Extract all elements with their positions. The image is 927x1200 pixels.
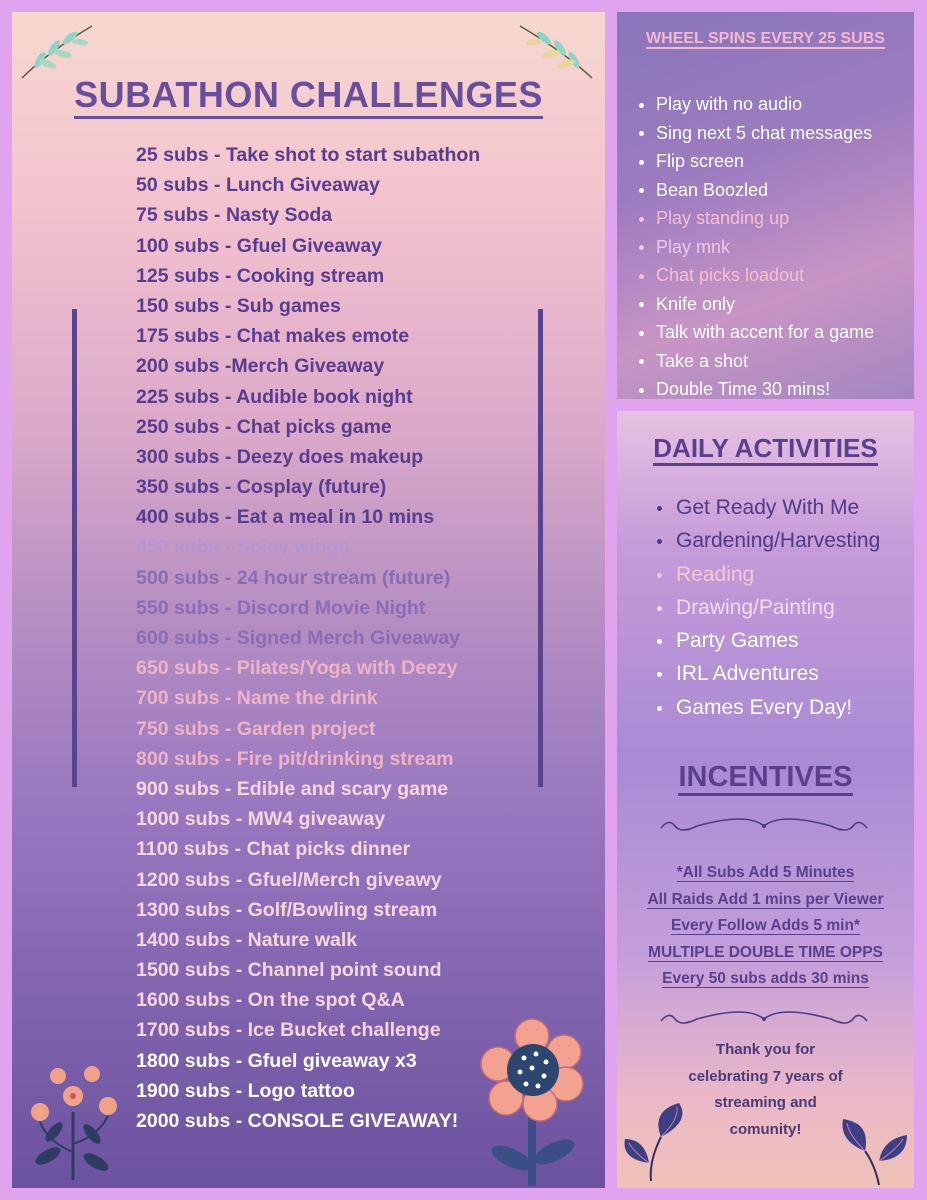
challenge-item: 800 subs - Fire pit/drinking stream	[136, 747, 454, 770]
challenge-item: 750 subs - Garden project	[136, 717, 376, 740]
incentive-line	[617, 913, 914, 940]
daily-item-label: Gardening/Harvesting	[676, 529, 881, 553]
subathon-challenges-panel	[12, 12, 605, 1188]
incentive-line	[617, 887, 914, 914]
wheel-item-label: Play standing up	[656, 208, 790, 228]
wheel-item-label: Play mnk	[656, 236, 731, 257]
daily-item	[657, 691, 880, 724]
bullet-icon	[657, 573, 662, 578]
wheel-item	[639, 261, 874, 290]
thanks-line: comunity!	[729, 1120, 802, 1138]
bullet-icon	[639, 188, 644, 193]
daily-item-label: Drawing/Painting	[676, 595, 835, 619]
challenge-item: 1500 subs - Channel point sound	[136, 959, 442, 982]
flower-bush-icon	[18, 1052, 128, 1182]
leaf-plant-icon	[621, 1101, 691, 1183]
challenge-item: 600 subs - Signed Merch Giveaway	[136, 627, 461, 649]
challenge-item: 250 subs - Chat picks game	[136, 415, 392, 438]
daily-item-label: Party Games	[676, 629, 799, 653]
incentive-text: All Raids Add 1 mins per Viewer	[647, 890, 884, 908]
challenge-item: 700 subs - Name the drink	[136, 687, 378, 710]
challenge-item: 125 subs - Cooking stream	[136, 264, 385, 287]
wheel-item-label: Take a shot	[656, 350, 749, 371]
bullet-icon	[639, 274, 644, 279]
challenge-item: 150 subs - Sub games	[136, 294, 341, 317]
daily-item	[657, 558, 880, 591]
flourish-divider-icon	[657, 1007, 872, 1029]
daily-item-label: Get Ready With Me	[676, 496, 860, 519]
challenge-item: 200 subs -Merch Giveaway	[136, 355, 385, 378]
daily-item-label: IRL Adventures	[676, 662, 819, 686]
wheel-item-label: Flip screen	[656, 151, 745, 171]
challenge-item: 500 subs - 24 hour stream (future)	[136, 566, 451, 589]
wheel-item-label: Talk with accent for a game	[656, 322, 875, 342]
thanks-line: streaming and	[714, 1094, 817, 1111]
left-divider	[72, 309, 77, 787]
bullet-icon	[657, 539, 662, 544]
daily-item	[657, 491, 880, 524]
bullet-icon	[639, 245, 644, 250]
wheel-item-label: Sing next 5 chat messages	[656, 122, 873, 143]
challenge-item: 75 subs - Nasty Soda	[136, 204, 333, 227]
incentive-text: Every Follow Adds 5 min*	[671, 917, 860, 934]
wheel-item	[639, 375, 874, 404]
daily-item	[657, 524, 880, 557]
challenge-item: 1200 subs - Gfuel/Merch giveawy	[136, 868, 442, 891]
challenge-list	[136, 140, 480, 1136]
wheel-item	[639, 90, 874, 119]
leaf-branch-icon	[18, 20, 98, 82]
bullet-icon	[639, 103, 644, 108]
bullet-icon	[639, 160, 644, 165]
challenge-item: 400 subs - Eat a meal in 10 mins	[136, 506, 435, 529]
incentives-title: INCENTIVES	[617, 761, 914, 794]
page-title: SUBATHON CHALLENGES	[12, 74, 605, 116]
wheel-item	[639, 290, 874, 319]
bullet-icon	[639, 331, 644, 336]
incentive-line	[617, 860, 914, 887]
challenge-item: 1700 subs - Ice Bucket challenge	[136, 1019, 441, 1042]
thanks-line: Thank you for	[715, 1041, 816, 1058]
challenge-item: 450 subs - Spicy wings	[136, 536, 350, 559]
bullet-icon	[657, 606, 662, 611]
challenge-item: 350 subs - Cosplay (future)	[136, 476, 387, 499]
incentive-text: Every 50 subs adds 30 mins	[662, 970, 869, 987]
incentive-line	[617, 966, 914, 993]
challenge-item: 1100 subs - Chat picks dinner	[136, 838, 411, 861]
wheel-item-label: Knife only	[656, 293, 736, 314]
incentive-line	[617, 940, 914, 967]
challenge-item: 550 subs - Discord Movie Night	[136, 596, 426, 619]
wheel-item-label: Play with no audio	[656, 94, 803, 114]
challenge-item: 50 subs - Lunch Giveaway	[136, 174, 380, 197]
wheel-item	[639, 176, 874, 205]
challenge-item: 900 subs - Edible and scary game	[136, 777, 449, 800]
daily-list	[657, 491, 880, 724]
leaf-plant-icon	[835, 1111, 911, 1186]
challenge-item: 100 subs - Gfuel Giveaway	[136, 234, 383, 257]
daily-item	[657, 591, 880, 624]
wheel-item	[639, 233, 874, 262]
wheel-item	[639, 147, 874, 176]
challenge-item: 650 subs - Pilates/Yoga with Deezy	[136, 657, 458, 680]
wheel-item	[639, 318, 874, 347]
bullet-icon	[657, 706, 662, 711]
flower-icon	[480, 1018, 590, 1188]
wheel-item	[639, 119, 874, 148]
daily-item-label: Games Every Day!	[676, 695, 853, 719]
leaf-branch-icon	[512, 20, 596, 82]
daily-item	[657, 624, 880, 657]
incentives-list	[617, 860, 914, 993]
flourish-divider-icon	[657, 814, 872, 836]
wheel-list	[639, 90, 874, 404]
daily-title: DAILY ACTIVITIES	[617, 433, 914, 464]
bullet-icon	[639, 217, 644, 222]
wheel-item	[639, 347, 874, 376]
right-divider	[538, 309, 543, 787]
incentive-text: *All Subs Add 5 Minutes	[676, 864, 855, 881]
bullet-icon	[657, 639, 662, 644]
bullet-icon	[657, 506, 662, 511]
wheel-item-label: Chat picks loadout	[656, 265, 805, 285]
challenge-item: 1900 subs - Logo tattoo	[136, 1079, 355, 1102]
wheel-title: WHEEL SPINS EVERY 25 SUBS	[646, 30, 885, 47]
challenge-item: 175 subs - Chat makes emote	[136, 325, 410, 348]
thanks-line: celebrating 7 years of	[688, 1067, 843, 1085]
bullet-icon	[639, 302, 644, 307]
challenge-item: 1000 subs - MW4 giveaway	[136, 808, 386, 831]
daily-item	[657, 657, 880, 690]
challenge-item: 300 subs - Deezy does makeup	[136, 445, 424, 468]
challenge-item: 225 subs - Audible book night	[136, 385, 413, 408]
wheel-item-label: Bean Boozled	[656, 179, 769, 200]
daily-activities-panel	[617, 411, 914, 1188]
challenge-item: 1800 subs - Gfuel giveaway x3	[136, 1049, 417, 1072]
challenge-item: 1600 subs - On the spot Q&A	[136, 989, 405, 1012]
challenge-item: 1300 subs - Golf/Bowling stream	[136, 898, 438, 921]
challenge-item: 25 subs - Take shot to start subathon	[136, 144, 481, 166]
wheel-item	[639, 204, 874, 233]
bullet-icon	[639, 388, 644, 393]
bullet-icon	[657, 672, 662, 677]
wheel-spins-panel	[617, 12, 914, 399]
wheel-item-label: Double Time 30 mins!	[656, 379, 831, 399]
challenge-item: 1400 subs - Nature walk	[136, 928, 358, 951]
daily-item-label: Reading	[676, 562, 755, 586]
incentive-text: MULTIPLE DOUBLE TIME OPPS	[648, 943, 883, 961]
challenge-item: 2000 subs - CONSOLE GIVEAWAY!	[136, 1110, 459, 1132]
bullet-icon	[639, 359, 644, 364]
bullet-icon	[639, 131, 644, 136]
